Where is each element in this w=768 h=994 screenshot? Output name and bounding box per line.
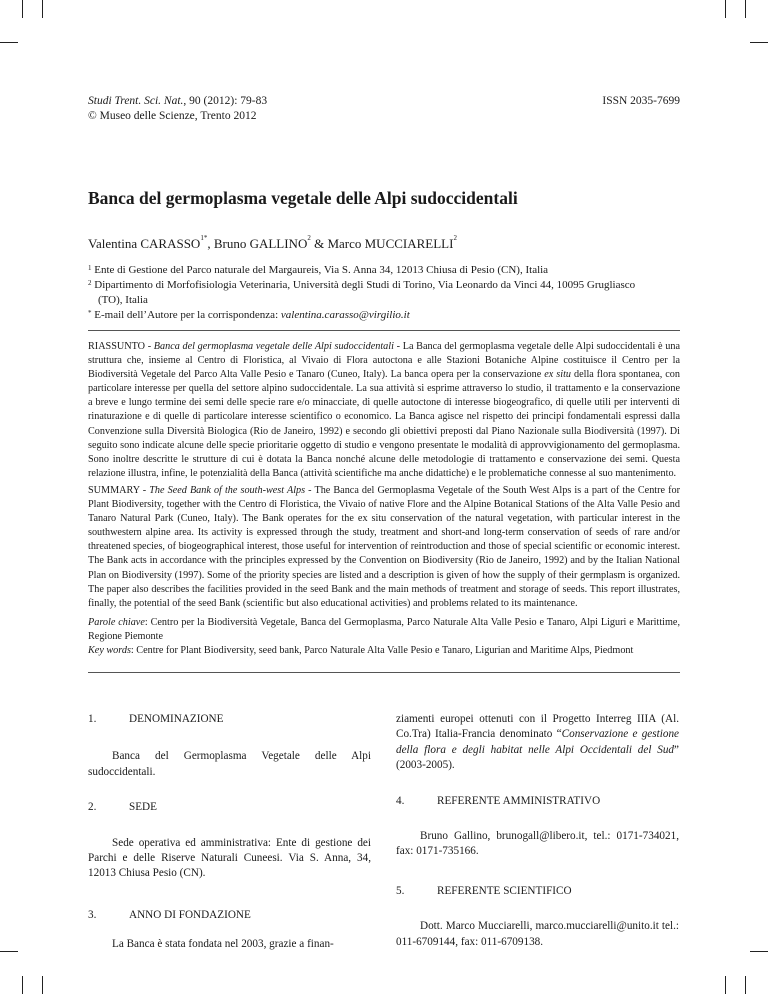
crop-mark (750, 951, 768, 952)
crop-mark (725, 0, 726, 18)
paragraph-text: ziamenti europei ottenuti con il Progetto Interreg IIIA (Al. Co.Tra) Italia-Francia denominato “ (396, 713, 679, 741)
copyright-line: © Museo delle Scienze, Trento 2012 (88, 110, 257, 122)
affiliation-1 (88, 263, 688, 278)
author-name: , Bruno GALLINO (207, 236, 308, 251)
riassunto-text: della flora spontanea, con particolare interesse per quella del settore alpino sudoccidentale. La sua attività si esprime attraverso lo studio, il trattamento e la conservazione a breve e lungo termine dei semi delle specie rare e/o minacciate, di quelle autoctone di interesse biogeografico, di quelle utili per interventi di rinaturazione e di quelle di particolare interesse scientifico o economico. La Banca agisce nel rispetto dei principi fondamentali espressi dalla Convenzione sulla Diversità Biologica (Rio de Janeiro, 1992) e secondo gli obiettivi preposti dal Piano Nazionale sulla Biodiversità (1997). Di seguito sono indicate alcune delle specie prioritarie oggetto di studio e vengono presentate le modalità di approvvigionamento del germoplasma. Sono inoltre descritte le strutture di cui è dotata la Banca nonché alcune delle metodologie di trattamento e conservazione dei semi. Questa relazione illustra, infine, le potenzialità della Banca (attività scientifiche ma anche didattiche) e le problematiche connesse al suo mantenimento. (88, 369, 680, 479)
left-column (88, 712, 371, 953)
riassunto-exsitu: ex situ (544, 369, 572, 381)
crop-mark (22, 976, 23, 994)
author-line (88, 236, 457, 252)
section-paragraph: Banca del Germoplasma Vegetale delle Alpi sudoccidentali. (88, 750, 371, 778)
crop-mark (750, 42, 768, 43)
keywords-en (88, 644, 680, 658)
crop-mark (0, 951, 18, 952)
corresponding-author (88, 308, 688, 323)
section-title: ANNO DI FONDAZIONE (129, 908, 251, 921)
keywords-en-label: Key words (88, 645, 131, 657)
crop-mark (42, 976, 43, 994)
riassunto (88, 340, 680, 481)
section-paragraph: Dott. Marco Mucciarelli, marco.mucciarelli@unito.it tel.: 011-6709144, fax: 011-6709138. (396, 920, 679, 948)
section-paragraph: La Banca è stata fondata nel 2003, grazie a finan- (112, 938, 334, 951)
affiliations (88, 263, 688, 323)
section-number: 4. (396, 794, 405, 807)
section-number: 1. (88, 713, 97, 725)
right-column (396, 712, 679, 950)
top-rule (88, 330, 680, 331)
journal-name: Studi Trent. Sci. Nat. (88, 95, 184, 107)
section-title: DENOMINAZIONE (129, 713, 224, 725)
keywords (88, 616, 680, 658)
summary-label: SUMMARY - (88, 485, 150, 496)
section-heading (88, 908, 371, 923)
section-number: 2. (88, 801, 97, 814)
section-title: REFERENTE AMMINISTRATIVO (437, 794, 601, 807)
author-sup: 2 (453, 234, 457, 242)
crop-mark (42, 0, 43, 18)
author-name: & Marco MUCCIARELLI (310, 236, 454, 251)
paragraph-text: ” (2003-2005). (396, 743, 679, 772)
summary (88, 484, 680, 611)
author-name: Valentina CARASSO (88, 236, 201, 251)
crop-mark (745, 0, 746, 18)
author-sup: 2 (307, 234, 311, 242)
crop-mark (745, 976, 746, 994)
section-heading (88, 800, 371, 815)
keywords-it-label: Parole chiave (88, 617, 145, 628)
journal-header (88, 94, 267, 124)
keywords-en-text: : Centre for Plant Biodiversity, seed bank, Parco Naturale Alta Valle Pesio e Tanaro, Ligurian and Maritime Alps, Piedmont (130, 645, 634, 657)
affiliation-text: Dipartimento di Morfofisiologia Veterinaria, Università degli Studi di Torino, Via Leonardo da Vinci 44, 10095 Grugliasco (91, 279, 636, 291)
corr-text: E-mail dell’Autore per la corrispondenza: (91, 309, 281, 321)
keywords-it (88, 616, 680, 644)
crop-mark (22, 0, 23, 18)
section-paragraph: Bruno Gallino, brunogall@libero.it, tel.: 0171-734021, fax: 0171-735166. (396, 830, 679, 858)
corr-email: valentina.carasso@virgilio.it (280, 309, 410, 321)
affiliation-2 (88, 278, 688, 293)
keywords-it-text: : Centro per la Biodiversità Vegetale, Banca del Germoplasma, Parco Naturale Alta Valle Pesio e Tanaro, Alpi Liguri e Marittime, Regione Piemonte (88, 617, 680, 643)
summary-text: - The Banca del Germoplasma Vegetale of the South West Alps is a part of the Centre for Plant Biodiversity, together with the Centro di Floristica, the Vivaio of native Flore and the Alpine Botanical Stations of the Alta Valle Pesio and Tanaro Natural Park (Cuneo, Italy). The Bank operates for the ex situ conservation of the natural vegetation, with particular interest in the southwestern alpine area. Its activity is expressed through the study, treatment and short-and long-term conservation of seeds of rare and/or threatened species, of biogeographical interest, those useful for intervention of reintroduction and those of special scientific or economic interest. The Bank acts in accordance with the principles expressed by the Convention on Biodiversity (Rio de Janeiro, 1992) and by the Italian National Plan on Biodiversity (1997). Some of the priority species are listed and a description is given of how the supply of their germplasm is organized. The paper also describes the facilities provided in the seed Bank and the main methods of treatment and storage of seeds. This report illustrates, finally, the potential of the seed Bank (scientific but also educational activities) and problems related to its maintenance. (88, 485, 680, 609)
section-title: REFERENTE SCIENTIFICO (437, 884, 572, 897)
section-paragraph: Sede operativa ed amministrativa: Ente di gestione dei Parchi e delle Riserve Naturali Cuneesi. Via S. Anna, 34, 12013 Chiusa Pesio (CN). (88, 836, 371, 880)
section-heading (396, 884, 679, 899)
issn: ISSN 2035-7699 (602, 95, 680, 107)
crop-mark (725, 976, 726, 994)
riassunto-title: Banca del germoplasma vegetale delle Alpi sudoccidentali (153, 341, 394, 352)
riassunto-text: - La Banca del germoplasma vegetale delle Alpi sudoccidentali è una struttura che, insieme al Centro di Floristica, al Vivaio di Flora autoctona e alle Stazioni Botaniche Alpine costituisce il Centro per la Biodiversità Vegetale del Parco Alta Valle Pesio e Tanaro (Cuneo, Italy). La banca opera per la conservazione (88, 341, 680, 381)
affiliation-num: 2 (88, 279, 92, 287)
section-heading (88, 712, 371, 727)
affiliation-num: 1 (88, 264, 92, 272)
paragraph-italic: Conservazione e gestione della flora e degli habitat nelle Alpi Occidentali del Sud (396, 728, 680, 756)
bottom-rule (88, 672, 680, 673)
riassunto-label: RIASSUNTO - (88, 341, 154, 352)
article-title: Banca del germoplasma vegetale delle Alpi sudoccidentali (88, 188, 518, 208)
journal-volume: , 90 (2012): 79-83 (183, 95, 268, 107)
corr-mark: * (88, 309, 92, 317)
section-number: 3. (88, 908, 97, 921)
section-number: 5. (396, 884, 405, 897)
section-paragraph (396, 712, 679, 774)
author-sup: 1* (200, 234, 208, 242)
affiliation-2-cont: (TO), Italia (98, 294, 148, 306)
summary-title: The Seed Bank of the south-west Alps (149, 485, 306, 496)
affiliation-text: Ente di Gestione del Parco naturale del Margaureis, Via S. Anna 34, 12013 Chiusa di Pesio (CN), Italia (91, 264, 549, 276)
section-heading (396, 794, 679, 809)
crop-mark (0, 42, 18, 43)
section-title: SEDE (129, 801, 157, 814)
